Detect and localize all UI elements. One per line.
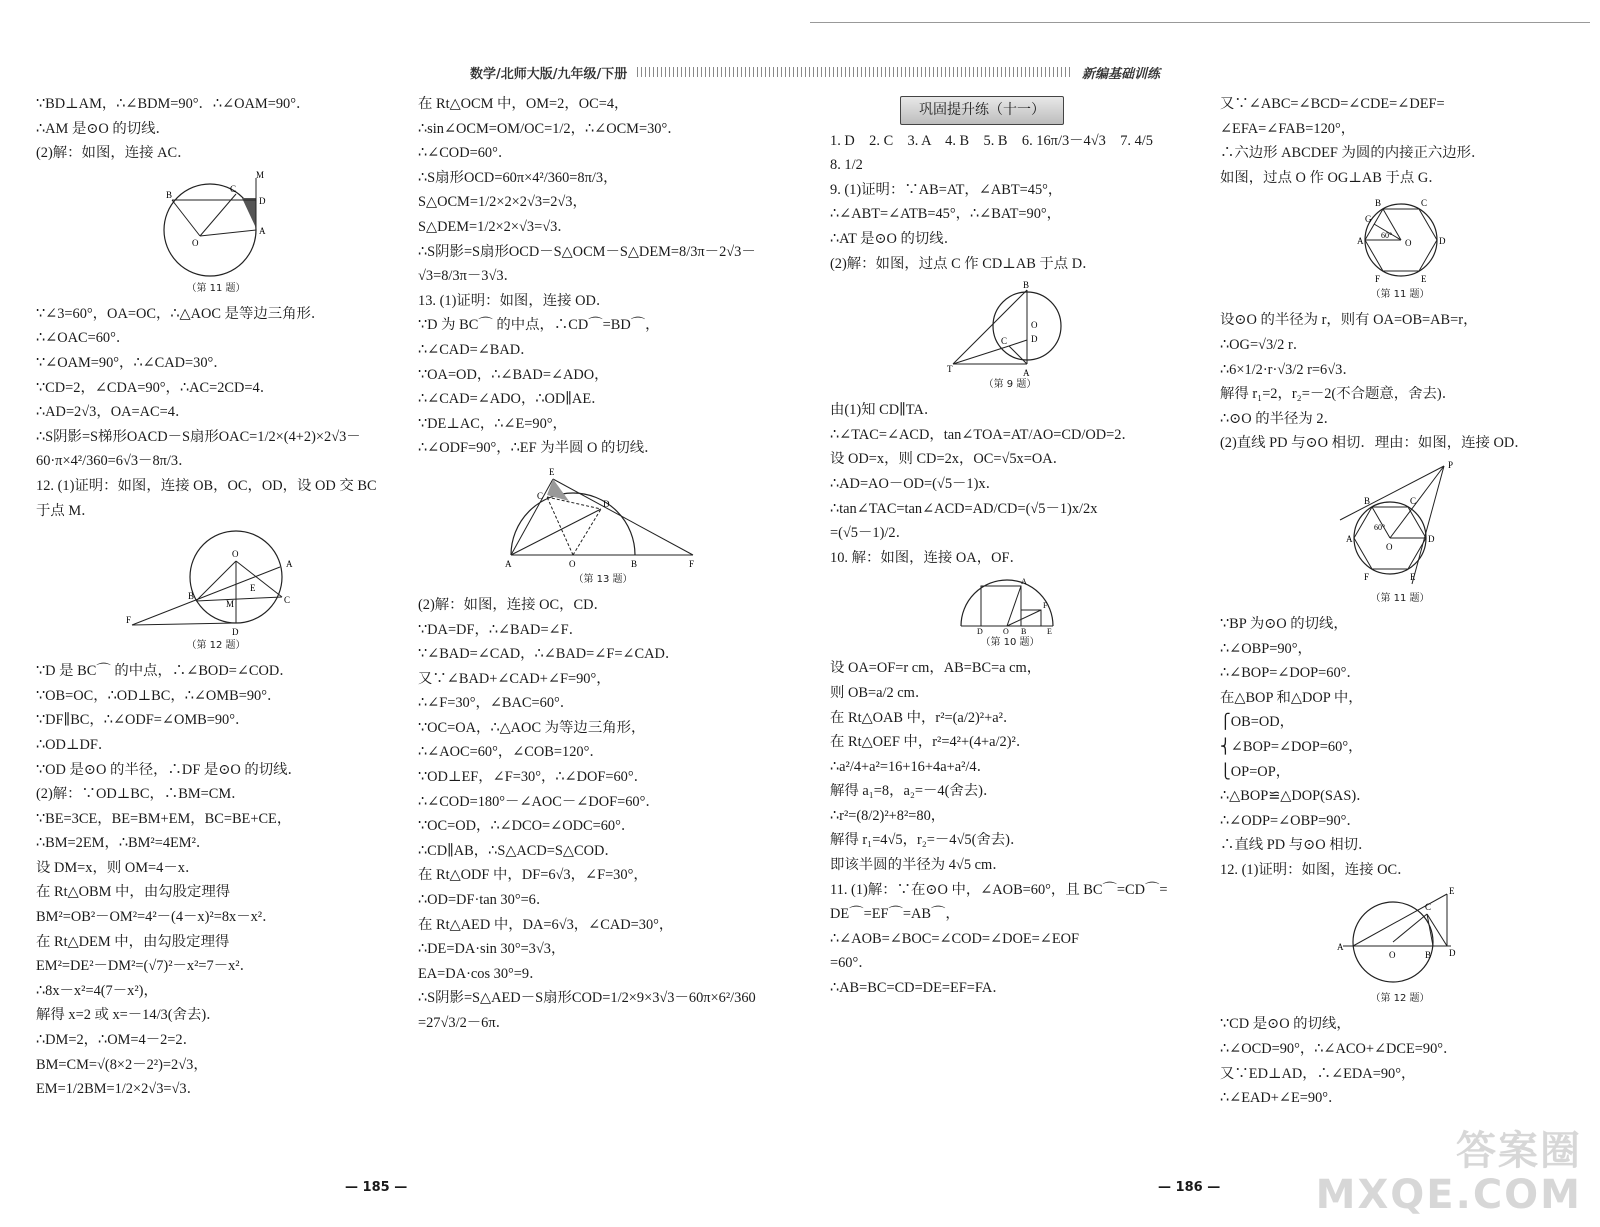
text-line: ∵CD=2，∠CDA=90°，∴AC=2CD=4． [36, 379, 275, 396]
text-line: ∵DE⊥AC，∴∠E=90°， [418, 415, 567, 432]
text-line: ∴直线 PD 与⊙O 相切． [1220, 837, 1373, 854]
svg-text:M: M [226, 599, 235, 610]
svg-text:M: M [256, 169, 265, 180]
text-line: ∴AD=AO－OD=(√5－1)x． [830, 475, 1000, 492]
text-line: ∵OA=OD，∴∠BAD=∠ADO， [418, 366, 609, 383]
svg-text:E: E [1421, 274, 1427, 285]
svg-text:D: D [1428, 533, 1435, 544]
geometry-diagram [1335, 886, 1465, 992]
text-line: 设 DM=x，则 OM=4－x． [36, 859, 200, 876]
text-line: (2)解：∵OD⊥BC，∴BM=CM． [36, 786, 246, 803]
text-line: ∴∠BOP=∠DOP=60°． [1220, 665, 1361, 682]
figure [418, 465, 788, 587]
watermark-line-1: 答案圈 [1456, 1128, 1582, 1174]
top-rule [810, 22, 1590, 23]
figure-caption: （第 12 题） [1370, 993, 1430, 1005]
text-line: =60°． [830, 955, 873, 972]
text-line: 10. 解：如图，连接 OA，OF． [830, 549, 1024, 566]
text-line: ⎧OB=OD， [1220, 714, 1295, 731]
header-stripes [637, 67, 1072, 77]
geometry-diagram [955, 574, 1065, 636]
text-line: ∵BE=3CE，BE=BM+EM，BC=BE+CE， [36, 810, 292, 827]
page-number-right: — 186 — [1158, 1180, 1221, 1195]
text-line: 解得 r₁=4√5，r₂=－4√5(舍去)． [830, 832, 1025, 849]
svg-text:A: A [259, 225, 266, 236]
svg-text:A: A [1357, 236, 1364, 247]
text-line: 11. (1)解：∵在⊙O 中，∠AOB=60°，且 BC⌒=CD⌒= [830, 881, 1168, 898]
text-line: ∴6×1/2·r·√3/2 r=6√3． [1220, 361, 1357, 378]
text-line: ∴sin∠OCM=OM/OC=1/2，∴∠OCM=30°． [418, 120, 682, 137]
text-line: BM²=OB²－OM²=4²－(4－x)²=8x－x²． [36, 909, 277, 926]
text-line: ∴∠CAD=∠ADO，∴OD∥AE． [418, 391, 606, 408]
svg-text:F: F [1375, 274, 1381, 285]
text-line: ∴CD∥AB，∴S△ACD=S△COD． [418, 842, 619, 859]
geometry-diagram [945, 280, 1075, 378]
svg-text:D: D [977, 627, 983, 637]
svg-text:O: O [1389, 950, 1396, 961]
text-line: 设 OD=x，则 CD=2x，OC=√5x=OA． [830, 451, 1068, 468]
text-line: ∴∠ODF=90°，∴EF 为半圆 O 的切线． [418, 440, 659, 457]
svg-text:B: B [1375, 198, 1382, 209]
text-line: 60·π×4²/360=6√3－8π/3． [36, 453, 193, 470]
svg-text:B: B [188, 591, 195, 602]
svg-text:T: T [947, 364, 953, 375]
text-line: 设 OA=OF=r cm，AB=BC=a cm， [830, 660, 1042, 677]
text-line: ∵OC=OD，∴∠DCO=∠ODC=60°． [418, 818, 636, 835]
text-line: S△DEM=1/2×2×√3=√3． [418, 218, 572, 235]
text-line: ∴∠AOC=60°，∠COB=120°． [418, 744, 604, 761]
text-line: ∴OG=√3/2 r． [1220, 336, 1308, 353]
geometry-diagram [126, 527, 306, 639]
text-line: ∴tan∠TAC=tan∠ACD=AD/CD=(√5－1)x/2x [830, 500, 1098, 517]
text-line: 解得 r₁=2，r₂=－2(不合题意，舍去)． [1220, 386, 1457, 403]
text-line: 由(1)知 CD∥TA． [830, 402, 939, 419]
svg-text:D: D [1449, 948, 1456, 959]
figure [36, 170, 396, 296]
text-line: (2)直线 PD 与⊙O 相切．理由：如图，连接 OD． [1220, 435, 1529, 452]
svg-text:O: O [192, 237, 199, 248]
figure-caption: （第 9 题） [983, 379, 1037, 391]
text-line: ∴∠F=30°，∠BAC=60°． [418, 695, 575, 712]
svg-text:F: F [1364, 571, 1370, 582]
text-line: 在 Rt△OEF 中，r²=4²+(4+a/2)²． [830, 734, 1031, 751]
text-line: ∵DA=DF，∴∠BAD=∠F． [418, 621, 584, 638]
text-line: ∵OB=OC，∴OD⊥BC，∴∠OMB=90°． [36, 687, 282, 704]
svg-text:C: C [230, 183, 237, 194]
geometry-diagram [503, 465, 703, 573]
svg-text:O: O [1003, 627, 1009, 637]
svg-text:A: A [286, 559, 293, 570]
svg-text:P: P [1448, 459, 1454, 470]
watermark [1316, 1129, 1582, 1217]
text-line: ∴r²=(8/2)²+8²=80， [830, 807, 946, 824]
text-line: 8. 1/2 [830, 157, 863, 174]
svg-text:C: C [1410, 495, 1417, 506]
text-line: 解得 a₁=8，a₂=－4(舍去)． [830, 783, 998, 800]
text-line: 12. (1)证明：如图，连接 OB，OC，OD，设 OD 交 BC [36, 477, 377, 494]
brand-title: 新编基础训练 [1081, 66, 1160, 82]
text-line: ∴∠OCD=90°，∴∠ACO+∠DCE=90°． [1220, 1041, 1458, 1058]
svg-text:B: B [1023, 280, 1030, 291]
svg-text:F: F [126, 615, 132, 626]
svg-text:C: C [1425, 902, 1432, 913]
text-line: ∴OD⊥DF． [36, 736, 113, 753]
svg-text:F: F [1043, 601, 1048, 611]
svg-text:B: B [166, 189, 173, 200]
column-4 [1220, 92, 1580, 1111]
svg-text:E: E [250, 583, 256, 594]
text-line: ∴BM=2EM，∴BM²=4EM²． [36, 835, 211, 852]
text-line: ∵DF∥BC，∴∠ODF=∠OMB=90°． [36, 712, 250, 729]
text-line: ∴AB=BC=CD=DE=EF=FA． [830, 980, 1007, 997]
svg-text:O: O [1405, 238, 1412, 249]
svg-text:C: C [284, 595, 291, 606]
figure-caption: （第 13 题） [573, 573, 633, 585]
text-line: ∴∠ABT=∠ATB=45°，∴∠BAT=90°， [830, 206, 1062, 223]
text-line: 如图，过点 O 作 OG⊥AB 于点 G． [1220, 169, 1443, 186]
svg-text:B: B [1021, 627, 1027, 637]
figure-caption: （第 11 题） [1370, 289, 1430, 301]
text-line: 则 OB=a/2 cm． [830, 684, 930, 701]
text-line: ∴DE=DA·sin 30°=3√3， [418, 941, 566, 958]
text-line: ∴⊙O 的半径为 2． [1220, 410, 1338, 427]
text-line: ∴∠CAD=∠BAD． [418, 341, 535, 358]
geometry-diagram [1345, 194, 1455, 288]
text-line: ∴S阴影=S梯形OACD－S扇形OAC=1/2×(4+2)×2√3－ [36, 428, 361, 445]
geometry-diagram [156, 170, 276, 282]
text-line: ∵OD 是⊙O 的半径，∴DF 是⊙O 的切线． [36, 761, 302, 778]
column-2 [418, 92, 788, 1036]
svg-text:A: A [1023, 368, 1030, 379]
text-line: 在 Rt△OBM 中，由勾股定理得 [36, 884, 231, 901]
svg-text:A: A [1021, 577, 1027, 587]
figure [36, 527, 396, 653]
text-line: ∴六边形 ABCDEF 为圆的内接正六边形． [1220, 145, 1486, 162]
text-line: ⎨∠BOP=∠DOP=60°， [1220, 738, 1363, 755]
svg-text:E: E [1410, 571, 1416, 582]
text-line: DE⌒=EF⌒=AB⌒， [830, 906, 960, 923]
text-line: 在 Rt△OAB 中，r²=(a/2)²+a²． [830, 709, 1018, 726]
svg-text:60°: 60° [1374, 522, 1386, 532]
svg-text:D: D [232, 627, 239, 638]
svg-text:O: O [569, 558, 576, 569]
text-line: ∴∠ODP=∠OBP=90°． [1220, 812, 1361, 829]
text-line: ∴OD=DF·tan 30°=6． [418, 892, 551, 909]
text-line: ∵∠OAM=90°，∴∠CAD=30°． [36, 354, 228, 371]
text-line: 又∵∠ABC=∠BCD=∠CDE=∠DEF= [1220, 96, 1445, 112]
figure-caption: （第 10 题） [980, 637, 1040, 649]
text-line: ⎩OP=OP， [1220, 763, 1291, 780]
text-line: ∵D 是 BC⌒ 的中点，∴∠BOD=∠COD． [36, 663, 294, 680]
text-line: EM²=DE²－DM²=(√7)²－x²=7－x²． [36, 958, 255, 975]
text-line: ∴S扇形OCD=60π×4²/360=8π/3， [418, 169, 618, 186]
text-line: EM=1/2BM=1/2×2√3=√3． [36, 1081, 201, 1098]
page-number-left: — 185 — [345, 1180, 408, 1195]
text-line: √3=8/3π－3√3． [418, 268, 518, 285]
svg-text:B: B [1425, 950, 1432, 961]
geometry-diagram [1320, 460, 1480, 592]
text-line: ∴∠OBP=90°， [1220, 640, 1312, 657]
figure [830, 574, 1190, 650]
text-line: ∴∠AOB=∠BOC=∠COD=∠DOE=∠EOF [830, 930, 1080, 947]
text-line: 即该半圆的半径为 4√5 cm． [830, 857, 1007, 874]
svg-text:O: O [1031, 320, 1038, 331]
text-line: 9. (1)证明：∵AB=AT，∠ABT=45°， [830, 181, 1063, 198]
figure-caption: （第 11 题） [1370, 592, 1430, 604]
text-line: ∵OC=OA，∴△AOC 为等边三角形， [418, 719, 646, 736]
text-line: 13. (1)证明：如图，连接 OD． [418, 292, 611, 309]
figure-caption: （第 11 题） [186, 282, 246, 294]
svg-text:D: D [259, 195, 266, 206]
watermark-line-2: MXQE.COM [1315, 1172, 1582, 1218]
text-line: ∵OD⊥EF，∠F=30°，∴∠DOF=60°． [418, 769, 649, 786]
text-line: BM=CM=√(8×2－2²)=2√3， [36, 1056, 208, 1073]
text-line: ∴AT 是⊙O 的切线． [830, 230, 959, 247]
text-line: ∴∠OAC=60°． [36, 330, 131, 347]
figure [1220, 886, 1580, 1006]
text-line: ∴∠EAD+∠E=90°． [1220, 1090, 1343, 1107]
figure [1220, 194, 1580, 302]
svg-text:C: C [1001, 336, 1008, 347]
text-line: (2)解：如图，连接 AC． [36, 145, 192, 162]
svg-text:D: D [603, 498, 610, 509]
svg-text:G: G [1365, 214, 1372, 225]
text-line: ∴S阴影=S扇形OCD－S△OCM－S△DEM=8/3π－2√3－ [418, 243, 756, 260]
svg-text:C: C [537, 490, 544, 501]
book-title: 数学/北师大版/九年级/下册 [470, 66, 628, 82]
svg-text:C: C [1421, 198, 1428, 209]
text-line: 在 Rt△AED 中，DA=6√3，∠CAD=30°， [418, 916, 674, 933]
svg-text:A: A [1346, 533, 1353, 544]
text-line: 设⊙O 的半径为 r，则有 OA=OB=AB=r， [1220, 312, 1478, 329]
text-line: =(√5－1)/2． [830, 525, 910, 542]
text-line: 在 Rt△DEM 中，由勾股定理得 [36, 933, 230, 950]
text-line: 在 Rt△ODF 中，DF=6√3，∠F=30°， [418, 867, 648, 884]
text-line: ∴S阴影=S△AED－S扇形COD=1/2×9×3√3－60π×6²/360 [418, 990, 756, 1007]
text-line: ∴AD=2√3，OA=AC=4． [36, 404, 190, 421]
column-1 [36, 92, 396, 1102]
svg-text:O: O [232, 549, 239, 560]
text-line: S△OCM=1/2×2×2√3=2√3， [418, 194, 587, 211]
text-line: 1. D 2. C 3. A 4. B 5. B 6. 16π/3－4√3 7. 4/5 [830, 132, 1153, 149]
text-line: ∴a²/4+a²=16+16+4a+a²/4． [830, 758, 991, 775]
text-line: ∠EFA=∠FAB=120°， [1220, 120, 1356, 137]
text-line: ∴∠COD=60°． [418, 145, 513, 162]
text-line: ∴∠COD=180°－∠AOC－∠DOF=60°． [418, 793, 660, 810]
text-line: ∴∠TAC=∠ACD，tan∠TOA=AT/AO=CD/OD=2． [830, 426, 1136, 443]
text-line: ∵CD 是⊙O 的切线， [1220, 1016, 1351, 1033]
text-line: =27√3/2－6π． [418, 1015, 511, 1031]
text-line: 又∵∠BAD+∠CAD+∠F=90°， [418, 670, 611, 687]
svg-text:A: A [505, 558, 512, 569]
text-line: ∵∠BAD=∠CAD，∴∠BAD=∠F=∠CAD． [418, 646, 680, 663]
svg-text:A: A [1337, 942, 1344, 953]
svg-text:E: E [1449, 886, 1455, 897]
text-line: ∴△BOP≌△DOP(SAS)． [1220, 788, 1371, 805]
text-line: ∴8x－x²=4(7－x²)， [36, 982, 158, 999]
text-line: ∴AM 是⊙O 的切线． [36, 120, 170, 137]
text-line: 在 Rt△OCM 中，OM=2，OC=4， [418, 96, 629, 112]
text-line: 在△BOP 和△DOP 中， [1220, 689, 1363, 706]
figure [1220, 460, 1580, 606]
svg-text:D: D [1439, 236, 1446, 247]
text-line: ∵∠3=60°，OA=OC，∴△AOC 是等边三角形． [36, 305, 326, 322]
text-line: (2)解：如图，过点 C 作 CD⊥AB 于点 D． [830, 255, 1097, 272]
svg-text:B: B [631, 558, 638, 569]
text-line: ∴DM=2，∴OM=4－2=2． [36, 1032, 197, 1049]
section-banner: 巩固提升练（十一） [900, 96, 1064, 125]
column-3 [830, 92, 1190, 1001]
svg-text:E: E [549, 466, 555, 477]
svg-text:60°: 60° [1381, 231, 1393, 241]
text-line: (2)解：如图，连接 OC，CD． [418, 596, 608, 613]
figure [830, 280, 1190, 392]
svg-text:B: B [1364, 495, 1371, 506]
svg-text:F: F [689, 558, 695, 569]
text-line: EA=DA·cos 30°=9． [418, 965, 544, 982]
svg-text:O: O [1386, 541, 1393, 552]
running-header [470, 62, 1160, 82]
text-line: 于点 M． [36, 502, 96, 519]
text-line: ∵BD⊥AM，∴∠BDM=90°．∴∠OAM=90°． [36, 96, 311, 112]
svg-text:E: E [1047, 627, 1052, 637]
text-line: ∵D 为 BC⌒ 的中点，∴CD⌒=BD⌒， [418, 317, 660, 334]
text-line: ∵BP 为⊙O 的切线， [1220, 615, 1348, 632]
svg-text:D: D [1031, 334, 1038, 345]
text-line: 12. (1)证明：如图，连接 OC． [1220, 861, 1412, 878]
text-line: 又∵ED⊥AD，∴∠EDA=90°， [1220, 1065, 1416, 1082]
text-line: 解得 x=2 或 x=－14/3(舍去)． [36, 1007, 221, 1024]
figure-caption: （第 12 题） [186, 640, 246, 652]
